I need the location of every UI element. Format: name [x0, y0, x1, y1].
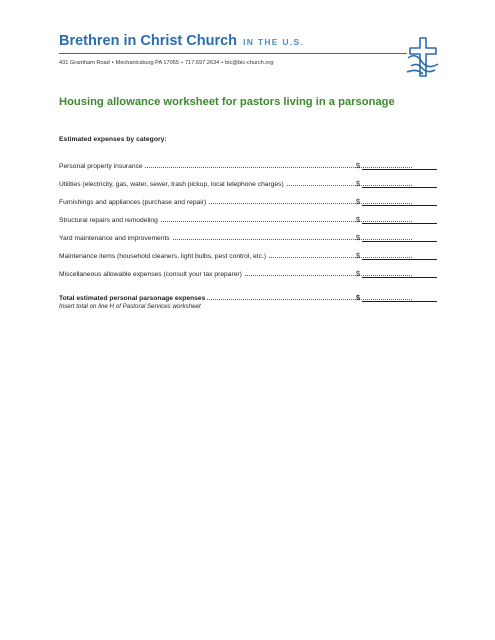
amount-field[interactable] — [362, 259, 437, 260]
expense-row-utilities — [59, 176, 437, 188]
organization-name-suffix: IN THE U.S. — [243, 37, 305, 47]
contact-address — [59, 60, 273, 66]
address-phone: 717.697.2634 — [184, 60, 220, 66]
amount-field[interactable] — [362, 205, 437, 206]
organization-name-main: Brethren in Christ Church — [59, 33, 238, 49]
address-email: bic@bic-church.org — [225, 60, 274, 66]
total-label: Total estimated personal parsonage expenses — [59, 295, 206, 302]
expense-label: Furnishings and appliances (purchase and repair) — [59, 199, 207, 206]
expense-label: Utilities (electricity, gas, water, sewer, trash pickup, local telephone charges) — [59, 181, 284, 188]
amount-field[interactable] — [362, 187, 437, 188]
address-separator: • — [221, 60, 224, 66]
amount-field[interactable] — [362, 241, 437, 242]
expense-row-structural — [59, 212, 437, 224]
total-note: Insert total on line H of Pastoral Services worksheet — [59, 303, 201, 310]
amount-field[interactable] — [362, 277, 437, 278]
cross-dove-icon — [405, 36, 441, 78]
amount-field[interactable] — [362, 169, 437, 170]
dollar-sign: $ — [356, 161, 360, 170]
expense-row-miscellaneous — [59, 266, 437, 278]
dollar-sign: $ — [356, 233, 360, 242]
address-street: 431 Grantham Road — [59, 60, 110, 66]
dollar-sign: $ — [356, 197, 360, 206]
address-city: Mechanicsburg PA 17055 — [115, 60, 179, 66]
dollar-sign: $ — [356, 269, 360, 278]
dollar-sign: $ — [356, 251, 360, 260]
expense-row-insurance — [59, 158, 437, 170]
expense-row-furnishings — [59, 194, 437, 206]
expense-label: Miscellaneous allowable expenses (consult your tax preparer) — [59, 271, 242, 278]
organization-name — [59, 33, 304, 49]
expense-row-yard — [59, 230, 437, 242]
dollar-sign: $ — [356, 293, 360, 302]
expense-label: Structural repairs and remodeling — [59, 217, 158, 224]
expense-label: Yard maintenance and improvements — [59, 235, 170, 242]
address-separator: • — [181, 60, 183, 66]
expense-row-maintenance — [59, 248, 437, 260]
address-separator: • — [111, 60, 114, 66]
expense-label: Personal property insurance — [59, 163, 143, 170]
section-heading: Estimated expenses by category: — [59, 136, 167, 143]
total-amount-field[interactable] — [362, 301, 437, 302]
expense-label: Maintenance items (household cleaners, light bulbs, pest control, etc.) — [59, 253, 267, 260]
document-title: Housing allowance worksheet for pastors living in a parsonage — [59, 96, 395, 108]
dollar-sign: $ — [356, 215, 360, 224]
total-row — [59, 290, 437, 302]
amount-field[interactable] — [362, 223, 437, 224]
dollar-sign: $ — [356, 179, 360, 188]
header-rule — [59, 53, 407, 54]
